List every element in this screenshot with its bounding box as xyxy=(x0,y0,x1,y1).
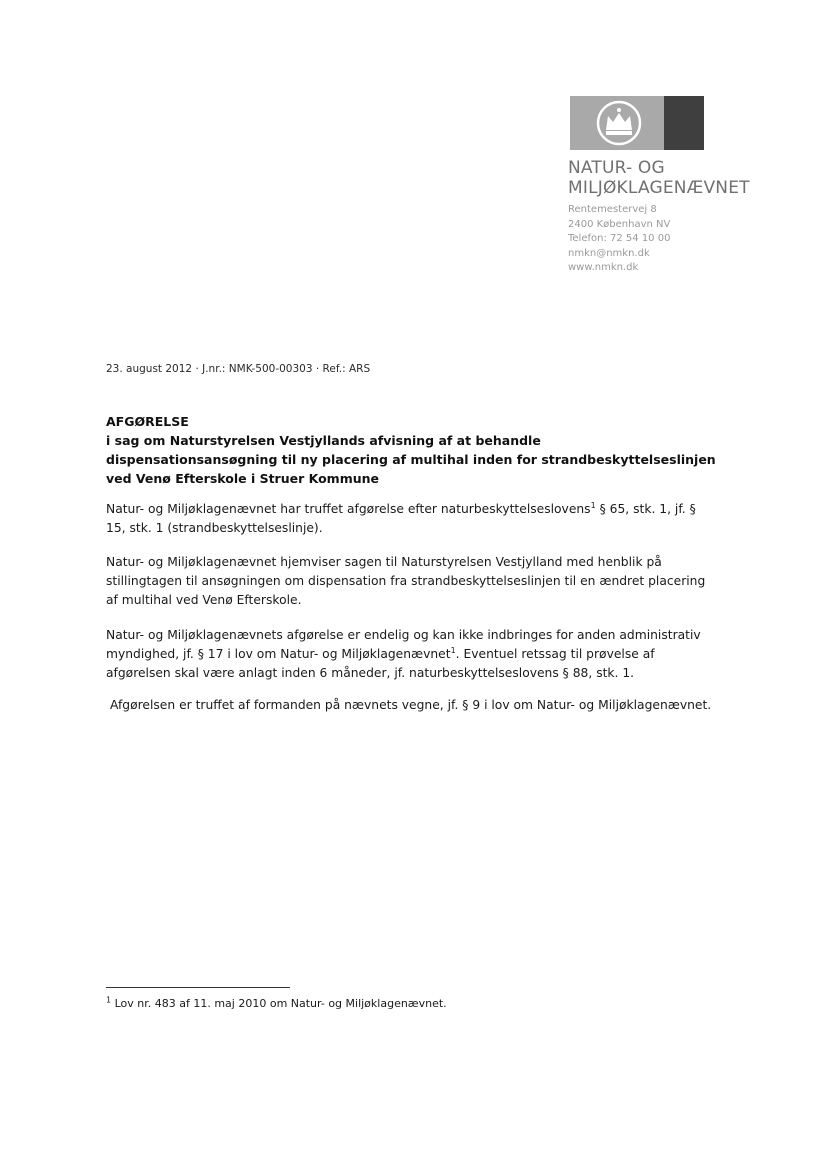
address-city: 2400 København NV xyxy=(568,218,671,230)
jnr-label: J.nr.: xyxy=(202,363,226,375)
p1-text: Natur- og Miljøklagenævnet har truffet afgørelse efter naturbeskyttelseslovens xyxy=(106,502,591,516)
agency-address xyxy=(568,203,670,276)
agency-name xyxy=(568,158,768,198)
address-street: Rentemestervej 8 xyxy=(568,204,657,215)
address-website: www.nmkn.dk xyxy=(568,262,639,273)
crown-icon xyxy=(592,96,646,150)
ref-value: ARS xyxy=(348,363,371,375)
decision-title xyxy=(106,412,716,488)
address-email: nmkn@nmkn.dk xyxy=(568,247,650,259)
footnote-reference: 1 xyxy=(450,645,456,655)
address-phone: Telefon: 72 54 10 00 xyxy=(568,233,671,244)
footnote-divider xyxy=(106,987,290,988)
p1-text-cont: § 65, stk. 1, jf. § 15, stk. 1 (strandbeskyttelseslinje). xyxy=(106,502,696,535)
meta-separator: · xyxy=(315,363,320,375)
agency-name-line2: MILJØKLAGENÆVNET xyxy=(568,178,750,198)
ref-label: Ref.: xyxy=(322,363,346,375)
letter-date: 23. august 2012 xyxy=(106,363,193,375)
logo-dark-panel xyxy=(664,96,704,150)
paragraph-decision-basis xyxy=(106,500,716,538)
agency-logo xyxy=(570,96,704,150)
logo-light-panel xyxy=(570,96,664,150)
decision-heading: AFGØRELSE xyxy=(106,414,189,429)
paragraph-authority: Afgørelsen er truffet af formanden på nævnets vegne, jf. § 9 i lov om Natur- og Miljøklagenævnet. xyxy=(110,698,712,712)
meta-separator: · xyxy=(195,363,199,375)
paragraph-finality xyxy=(106,626,716,683)
paragraph-remand: Natur- og Miljøklagenævnet hjemviser sagen til Naturstyrelsen Vestjylland med henblik på stillingtagen til ansøgningen om dispensation fra strandbeskyttelseslinjen til en ændret placering af multihal ved Venø Efterskole. xyxy=(106,555,706,607)
p3-text-cont: . Eventuel retssag til prøvelse af afgørelsen skal være anlagt inden 6 måneder, jf. naturbeskyttelseslovens § 88, stk. 1. xyxy=(106,647,655,680)
p3-text: Natur- og Miljøklagenævnets afgørelse er endelig og kan ikke indbringes for anden administrativ myndighed, jf. § 17 i lov om Natur- og Miljøklagenævnet xyxy=(106,628,701,661)
jnr-value: NMK-500-00303 xyxy=(228,363,313,375)
decision-subject: i sag om Naturstyrelsen Vestjyllands afvisning af at behandle dispensationsansøgning til ny placering af multihal inden for strandbeskyttelseslinjen ved Venø Efterskole i Struer Kommune xyxy=(106,433,716,486)
footnote-reference: 1 xyxy=(590,500,596,510)
footnote xyxy=(106,996,447,1012)
footnote-number: 1 xyxy=(106,995,112,1005)
agency-name-line1: NATUR- OG xyxy=(568,158,665,178)
footnote-text: Lov nr. 483 af 11. maj 2010 om Natur- og Miljøklagenævnet. xyxy=(114,997,447,1010)
reference-line xyxy=(106,363,370,375)
